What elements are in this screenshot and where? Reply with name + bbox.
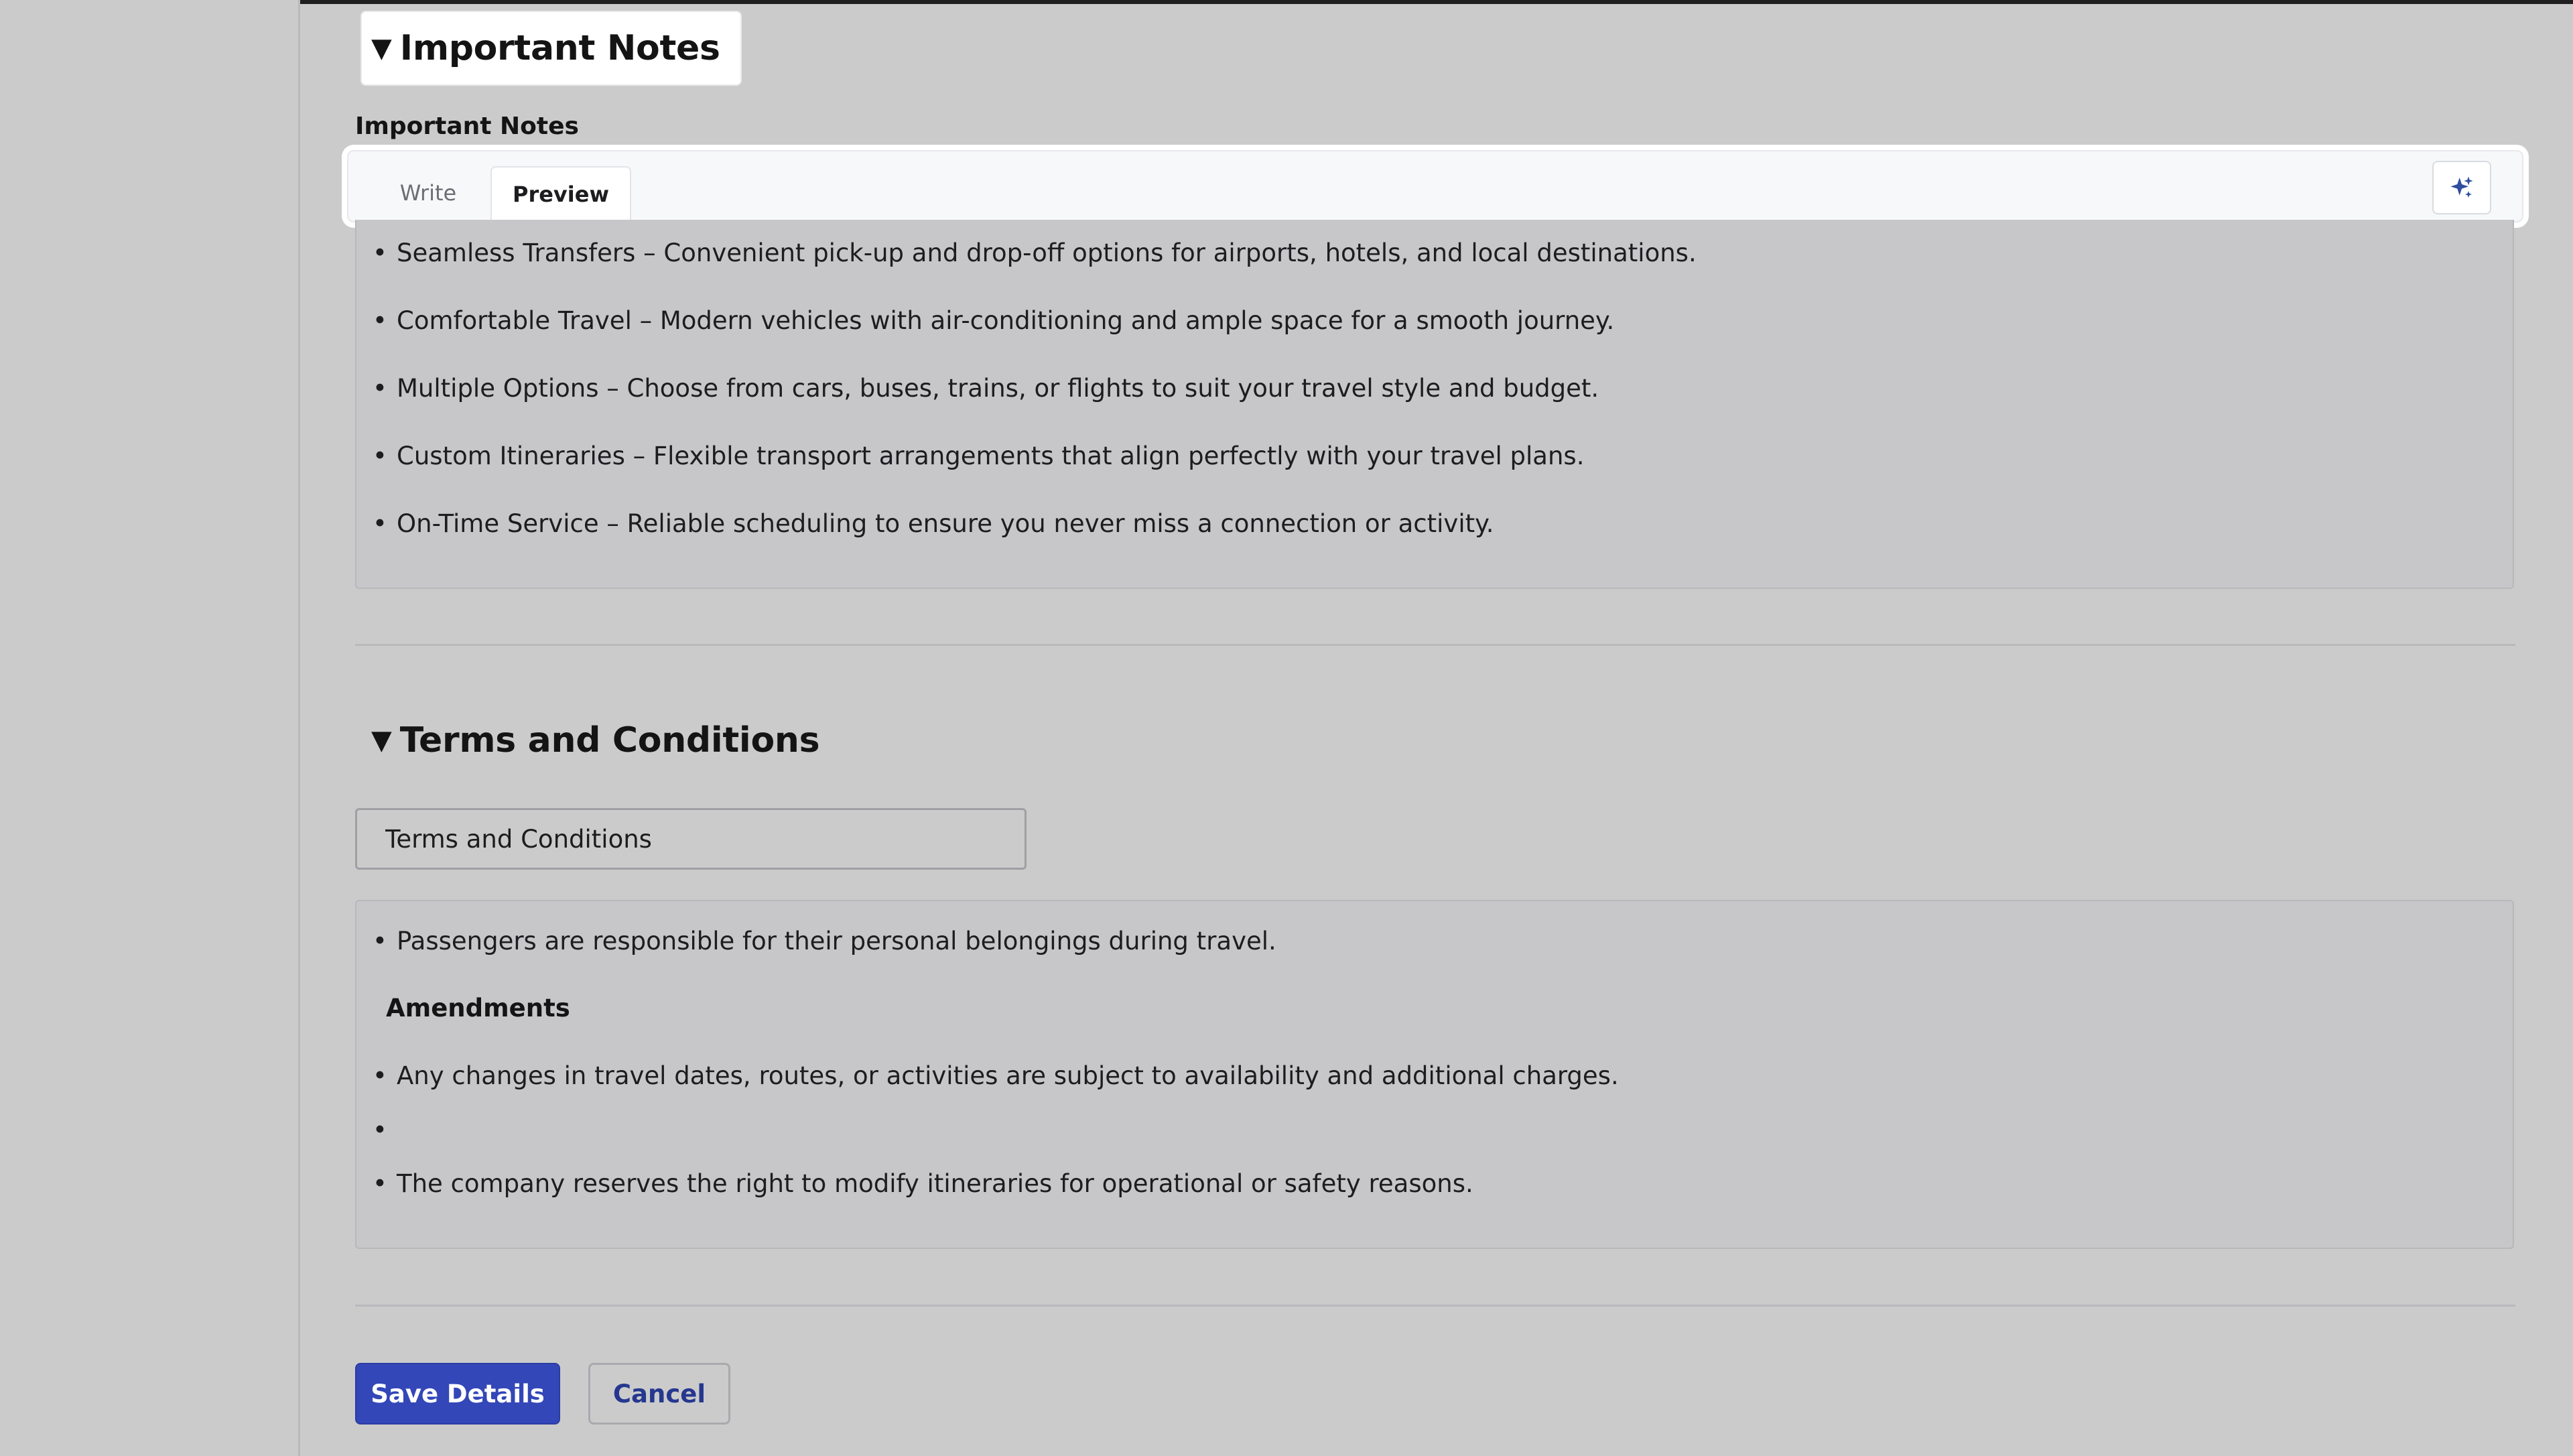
ai-assist-button[interactable] bbox=[2432, 161, 2491, 214]
terms-heading: Terms and Conditions bbox=[399, 720, 820, 760]
list-item: • Seamless Transfers – Convenient pick-up and drop-off options for airports, hotels, and local destinations. bbox=[397, 239, 1697, 267]
list-item: • Passengers are responsible for their personal belongings during travel. bbox=[397, 927, 1276, 955]
section-divider bbox=[355, 1305, 2515, 1307]
list-item: • Custom Itineraries – Flexible transport arrangements that align perfectly with your travel plans. bbox=[397, 442, 1584, 470]
triangle-down-icon: ▼ bbox=[371, 33, 392, 64]
important-notes-preview bbox=[355, 220, 2514, 589]
main-content bbox=[355, 0, 2517, 1456]
terms-preview bbox=[355, 900, 2514, 1249]
list-item: • Any changes in travel dates, routes, or activities are subject to availability and additional charges. bbox=[397, 1061, 1619, 1090]
amendments-heading: Amendments bbox=[386, 994, 570, 1022]
save-details-button[interactable]: Save Details bbox=[355, 1363, 560, 1425]
list-item: • Comfortable Travel – Modern vehicles with air-conditioning and ample space for a smooth journey. bbox=[397, 306, 1614, 335]
tab-preview[interactable]: Preview bbox=[490, 166, 631, 221]
sparkles-icon bbox=[2448, 174, 2475, 201]
section-divider bbox=[355, 644, 2515, 646]
editor-toolbar bbox=[347, 150, 2523, 222]
important-notes-label: Important Notes bbox=[355, 113, 579, 140]
terms-title-input[interactable] bbox=[355, 808, 1027, 870]
terms-section-toggle[interactable] bbox=[362, 704, 829, 777]
tab-write[interactable]: Write bbox=[399, 180, 457, 206]
cancel-button[interactable]: Cancel bbox=[588, 1363, 730, 1425]
list-item: • The company reserves the right to modify itineraries for operational or safety reasons. bbox=[397, 1169, 1473, 1198]
triangle-down-icon: ▼ bbox=[371, 725, 392, 756]
important-notes-section-toggle[interactable] bbox=[362, 12, 740, 84]
list-item: • Multiple Options – Choose from cars, buses, trains, or flights to suit your travel style and budget. bbox=[397, 374, 1599, 403]
important-notes-heading: Important Notes bbox=[399, 28, 720, 68]
left-sidebar bbox=[0, 0, 300, 1456]
list-item: • On-Time Service – Reliable scheduling to ensure you never miss a connection or activity. bbox=[397, 509, 1494, 538]
